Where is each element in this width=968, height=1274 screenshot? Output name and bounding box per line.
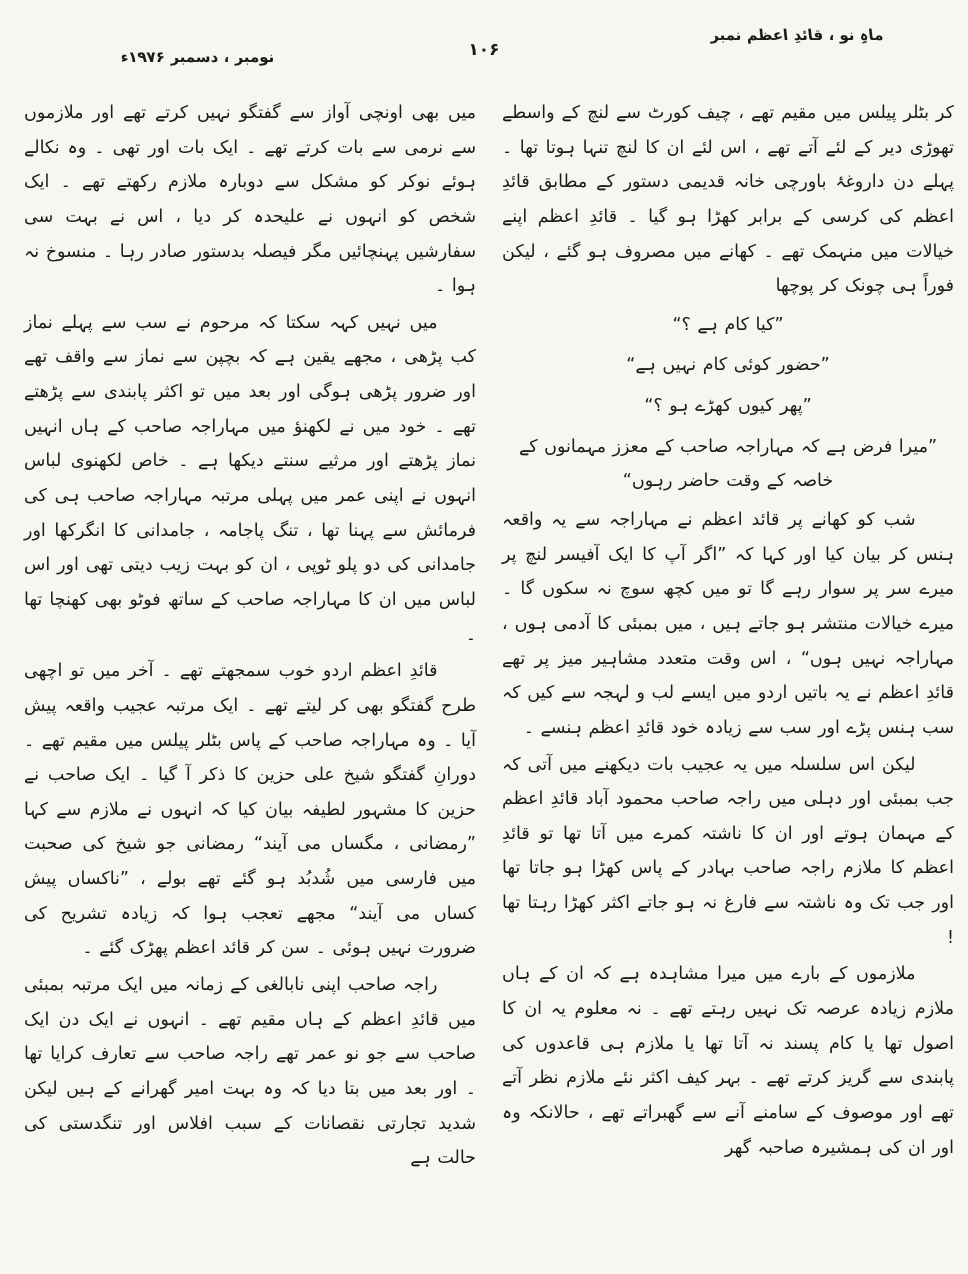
paragraph: ”حضور کوئی کام نہیں ہے“ xyxy=(626,355,830,376)
page-number: ۱۰۶ xyxy=(468,40,500,60)
paragraph: میں بھی اونچی آواز سے گفتگو نہیں کرتے تھے اور ملازموں سے نرمی سے بات کرتے تھے ۔ ایک بات اور تھی ۔ وہ نکالے ہوئے نوکر کو مشکل سے دوبارہ ملازم رکھتے تھے ۔ ایک شخص کو انہوں نے علیحدہ کر دیا ، اس نے بہت سی سفارشیں پہنچائیں مگر فیصلہ بدستور صادر رہا ۔ منسوخ نہ ہوا ۔ xyxy=(24,103,476,297)
text-columns xyxy=(14,96,954,1176)
paragraph: قائدِ اعظم اردو خوب سمجھتے تھے ۔ آخر میں تو اچھی طرح گفتگو بھی کر لیتے تھے ۔ ایک مرتبہ عجیب واقعہ پیش آیا ۔ وہ مہاراجہ صاحب کے پاس بٹلر پیلس میں مقیم تھے ۔ دورانِ گفتگو شیخ علی حزین کا ذکر آ گیا ۔ ایک صاحب نے حزین کا مشہور لطیفہ بیان کیا کہ انہوں نے ملازم سے کہا ”رمضانی ، مگساں می آیند“ رمضانی جو شیخ کی صحبت میں فارسی میں شُدبُد ہو گئے تھے بولے ، ”ناکساں پیش کساں می آیند“ مجھے تعجب ہوا کہ زیادہ تشریح کی ضرورت نہیں ہوئی ۔ سن کر قائد اعظم پھڑک گئے ۔ xyxy=(24,661,476,959)
left-text-column xyxy=(24,96,476,1176)
paragraph: راجہ صاحب اپنی نابالغی کے زمانہ میں ایک مرتبہ بمبئی میں قائدِ اعظم کے ہاں مقیم تھے ۔ انہوں نے ایک دن ایک صاحب سے جو نو عمر تھے راجہ صاحب سے تعارف کرایا تھا ۔ اور بعد میں بتا دیا کہ وہ بہت امیر گھرانے کے ہیں لیکن شدید تجارتی نقصانات کے سبب افلاس اور تنگدستی کی حالت ہے xyxy=(24,975,476,1169)
running-head xyxy=(14,26,954,86)
paragraph: شب کو کھانے پر قائد اعظم نے مہاراجہ سے یہ واقعہ ہنس کر بیان کیا اور کہا کہ ”اگر آپ کا ایک آفیسر لنچ پر میرے سر پر سوار رہے گا تو میں کچھ سوچ نہ سکوں گا ۔ میرے خیالات منتشر ہو جاتے ہیں ، میں بمبئی کا آدمی ہوں ، مہاراجہ نہیں ہوں“ ، اس وقت متعدد مشاہیر میز پر تھے قائدِ اعظم نے یہ باتیں اردو میں ایسے لب و لہجہ سے کیں کہ سب ہنس پڑے اور سب سے زیادہ خود قائدِ اعظم ہنسے ۔ xyxy=(502,510,954,738)
paragraph: ”میرا فرض ہے کہ مہاراجہ صاحب کے معزز مہمانوں کے خاصہ کے وقت حاضر رہوں“ xyxy=(518,436,938,492)
issue-date: نومبر ، دسمبر ۱۹۷۶ء xyxy=(119,48,275,66)
paragraph: ملازموں کے بارے میں میرا مشاہدہ ہے کہ ان کے ہاں ملازم زیادہ عرصہ تک نہیں رہتے تھے ۔ نہ معلوم یہ ان کا اصول تھا یا کام پسند نہ آتا تھا یا ملازم ہی قاعدوں کی پابندی سے گریز کرتے تھے ۔ بہر کیف اکثر نئے ملازم نظر آتے تھے اور موصوف کے سامنے آنے سے گھبراتے تھے ، حالانکہ وہ اور ان کی ہمشیرہ صاحبہ گھر xyxy=(502,964,954,1158)
paragraph: ”پھر کیوں کھڑے ہو ؟“ xyxy=(644,396,812,417)
paragraph: کر بٹلر پیلس میں مقیم تھے ، چیف کورٹ سے لنچ کے واسطے تھوڑی دیر کے لئے آتے تھے ، اس لئے ان کا لنچ تنہا ہوتا تھا ۔ پہلے دن داروغۂ باورچی خانہ قدیمی دستور کے مطابق قائدِ اعظم کی کرسی کے برابر کھڑا ہو گیا ۔ قائدِ اعظم اپنے خیالات میں منہمک تھے ۔ کھانے میں مصروف ہو گئے ، لیکن فوراً ہی چونک کر پوچھا xyxy=(502,103,954,297)
journal-title: ماہِ نو ، قائدِ اعظم نمبر xyxy=(709,26,885,44)
paragraph: ”کیا کام ہے ؟“ xyxy=(672,314,784,335)
paragraph: میں نہیں کہہ سکتا کہ مرحوم نے سب سے پہلے نماز کب پڑھی ، مجھے یقین ہے کہ بچپن سے نماز سے واقف تھے اور ضرور پڑھی ہوگی اور بعد میں تو اکثر پابندی سے پڑھتے تھے ۔ خود میں نے لکھنؤ میں مہاراجہ صاحب کے ہاں انہیں نماز پڑھتے اور مرثیے سنتے دیکھا ہے ۔ خاص لکھنوی لباس انہوں نے اپنی عمر میں پہلی مرتبہ مہاراجہ صاحب ہی کی فرمائش سے پہنا تھا ، تنگ پاجامہ ، جامدانی کا انگرکھا اور جامدانی کی دو پلو ٹوپی ، ان کو بہت زیب دیتی تھی اور اس لباس میں ان کا مہاراجہ صاحب کے ساتھ فوٹو بھی کھنچا تھا ۔ xyxy=(24,312,476,645)
paragraph: لیکن اس سلسلہ میں یہ عجیب بات دیکھنے میں آتی کہ جب بمبئی اور دہلی میں راجہ صاحب محمود آباد قائدِ اعظم کے مہمان ہوتے اور ان کا ناشتہ کمرے میں آتا تھا تو قائدِ اعظم کا ملازم راجہ صاحب بہادر کے پاس کھڑا ہو جاتا تھا اور جب تک وہ ناشتہ سے فارغ نہ ہو جاتے اکثر کھڑا رہتا تھا ! xyxy=(502,754,954,948)
right-text-column xyxy=(502,96,954,1176)
